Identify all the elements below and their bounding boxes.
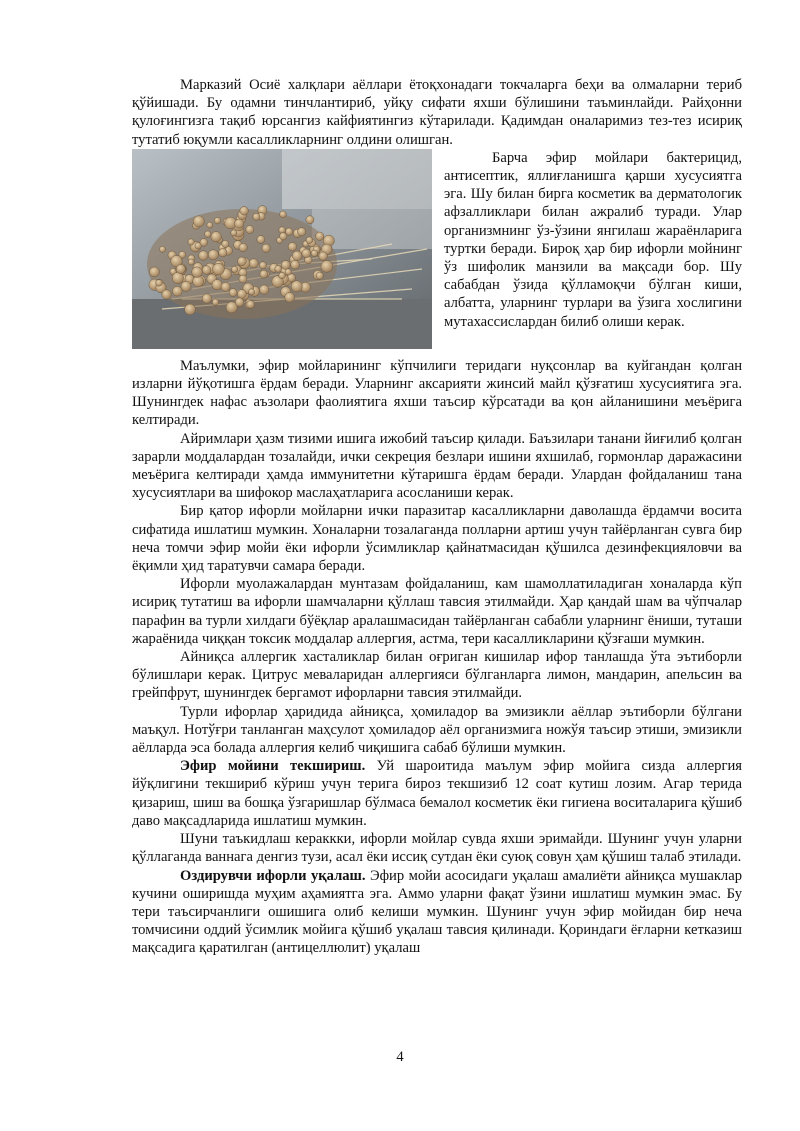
page-number: 4 <box>396 1049 404 1065</box>
paragraph-4: Айримлари ҳазм тизими ишига ижобий таъсир қилади. Баъзилари танани йиғилиб қолган зарарли моддалардан тозалайди, ички секреция безлари ишини яхшилаб, гормонлар даражасини меъёрига келтиради ҳамда иммунитетни кўтаришга ёрдам беради. Улардан фойдаланиш тана хусусиятлари ва шифокор маслаҳатларига асосланиши керак. <box>132 430 742 502</box>
paragraph-11 <box>132 867 742 958</box>
paragraph-3: Маълумки, эфир мойларининг кўпчилиги теридаги нуқсонлар ва куйгандан қолган изларни йўқотишга ёрдам беради. Уларнинг аксарияти жинсий майл қўзғатиш хусусиятига эга. Шунингдек нафас аъзолари фаолиятига яхши таъсир кўрсатади ва қон айланишини меъёрига келтиради. <box>132 357 742 429</box>
paragraph-10: Шуни таъкидлаш кераккки, ифорли мойлар сувда яхши эримайди. Шунинг учун уларни қўллаганда ваннага денгиз тузи, асал ёки иссиқ сутдан ёки суюқ совун ҳам қўшиш талаб этилади. <box>132 831 742 866</box>
dried-plant-bundle-icon <box>132 149 432 349</box>
paragraph-6: Ифорли муолажалардан мунтазам фойдаланиш, кам шамоллатиладиган хоналарда кўп исириқ тутатиш ва ифорли шамчаларни қўллаш тавсия этилмайди. Ҳар қандай шам ва чўпчалар парафин ва турли хилдаги бўёқлар аралашмасидан тайёрланган сабабли уларнинг ёниши, туташи жараёнида чиққан токсик моддалар аллергия, астма, тери касалликларини қўзғаши мумкин. <box>132 576 742 647</box>
paragraph-11-text: Эфир мойи асосидаги уқалаш амалиёти айниқса мушаклар кучини оширишда муҳим аҳамиятга эга. Аммо уларни фақат ўзини ишлатиш мумкин эмас. Бу тери таъсирчанлиги ошишига олиб келиши мумкин. Шунинг учун эфир мойидан бир неча томчисини оддий ўсимлик мойига қўшиб уқалаш тавсия қилинади. Қориндаги ёғларни кетказиш мақсадига қаратилган (антицеллюлит) уқалаш <box>132 867 742 957</box>
paragraph-9 <box>132 757 742 830</box>
paragraph-1: Марказий Осиё халқлари аёллари ётоқхонадаги токчаларга беҳи ва олмаларни териб қўйишади. Бу одамни тинчлантириб, уйқу сифати яхши бўлишини таъминлайди. Райҳонни қулоғингизга тақиб юрсангиз кайфиятингиз кўтарилади. Қадимдан оналаримиз тез-тез исириқ тутатиб юқумли касалликларнинг олдини олишган. <box>132 77 742 148</box>
heading-oil-test: Эфир мойини текшириш. <box>180 758 366 775</box>
paragraph-5: Бир қатор ифорли мойларни ички паразитар касалликларни даволашда ёрдамчи восита сифатида ишлатиш мумкин. Хоналарни тозалаганда полларни артиш учун тайёрланган сувга бир неча томчи эфир мойи ёки ифорли ўсимликлар қайнатмасидан қўшилса дезинфекцияловчи ва ёқимли ҳид таратувчи самара беради. <box>132 503 742 575</box>
document-body <box>132 76 742 958</box>
paragraph-2: Барча эфир мойлари бактерицид, антисептик, яллиғланишга қарши хусусиятга эга. Шу билан бирга косметик ва дерматологик афзалликлари билан ажралиб туради. Улар организмнинг ўз-ўзини янгилаш жараёнларига туртки беради. Бироқ ҳар бир ифорли мойнинг ўз шифолик манзили ва мақсади бор. Шу сабабдан ўзида қўлламоқчи бўлган киши, албатта, уларнинг турлари ва ўзига хослигини мутахассислардан билиб олиши керак. <box>444 149 742 330</box>
paragraph-7: Айниқса аллергик хасталиклар билан оғриган кишилар ифор танлашда ўта эътиборли бўлишлари керак. Цитрус меваларидан аллергияси бўлганларга лимон, мандарин, апельсин ва грейпфрут, шунингдек бергамот ифорларни тавсия этилмайди. <box>132 649 742 702</box>
herb-bundle-photo <box>132 149 432 353</box>
heading-slimming-massage: Оздирувчи ифорли уқалаш. <box>180 867 366 884</box>
paragraph-9-text: Уй шароитида маълум эфир мойига сизда аллергия йўқлигини текшириб кўриш учун терига бироз текшизиб 12 соат кутиш лозим. Агар терида қизариш, шиш ва бошқа ўзгаришлар бўлмаса бемалол косметик ёки гигиена воситаларига қўшиб даво мақсадларида ишлатиш мумкин. <box>132 758 742 829</box>
paragraph-8: Турли ифорлар ҳаридида айниқса, ҳомиладор ва эмизикли аёллар эътиборли бўлгани маъқул. Нотўғри танланган маҳсулот ҳомиладор аёл организмига ножўя таъсир этиши, эмизикли аёлларда эса болада аллергия келиб чиқишига сабаб бўлиши мумкин. <box>132 703 742 757</box>
